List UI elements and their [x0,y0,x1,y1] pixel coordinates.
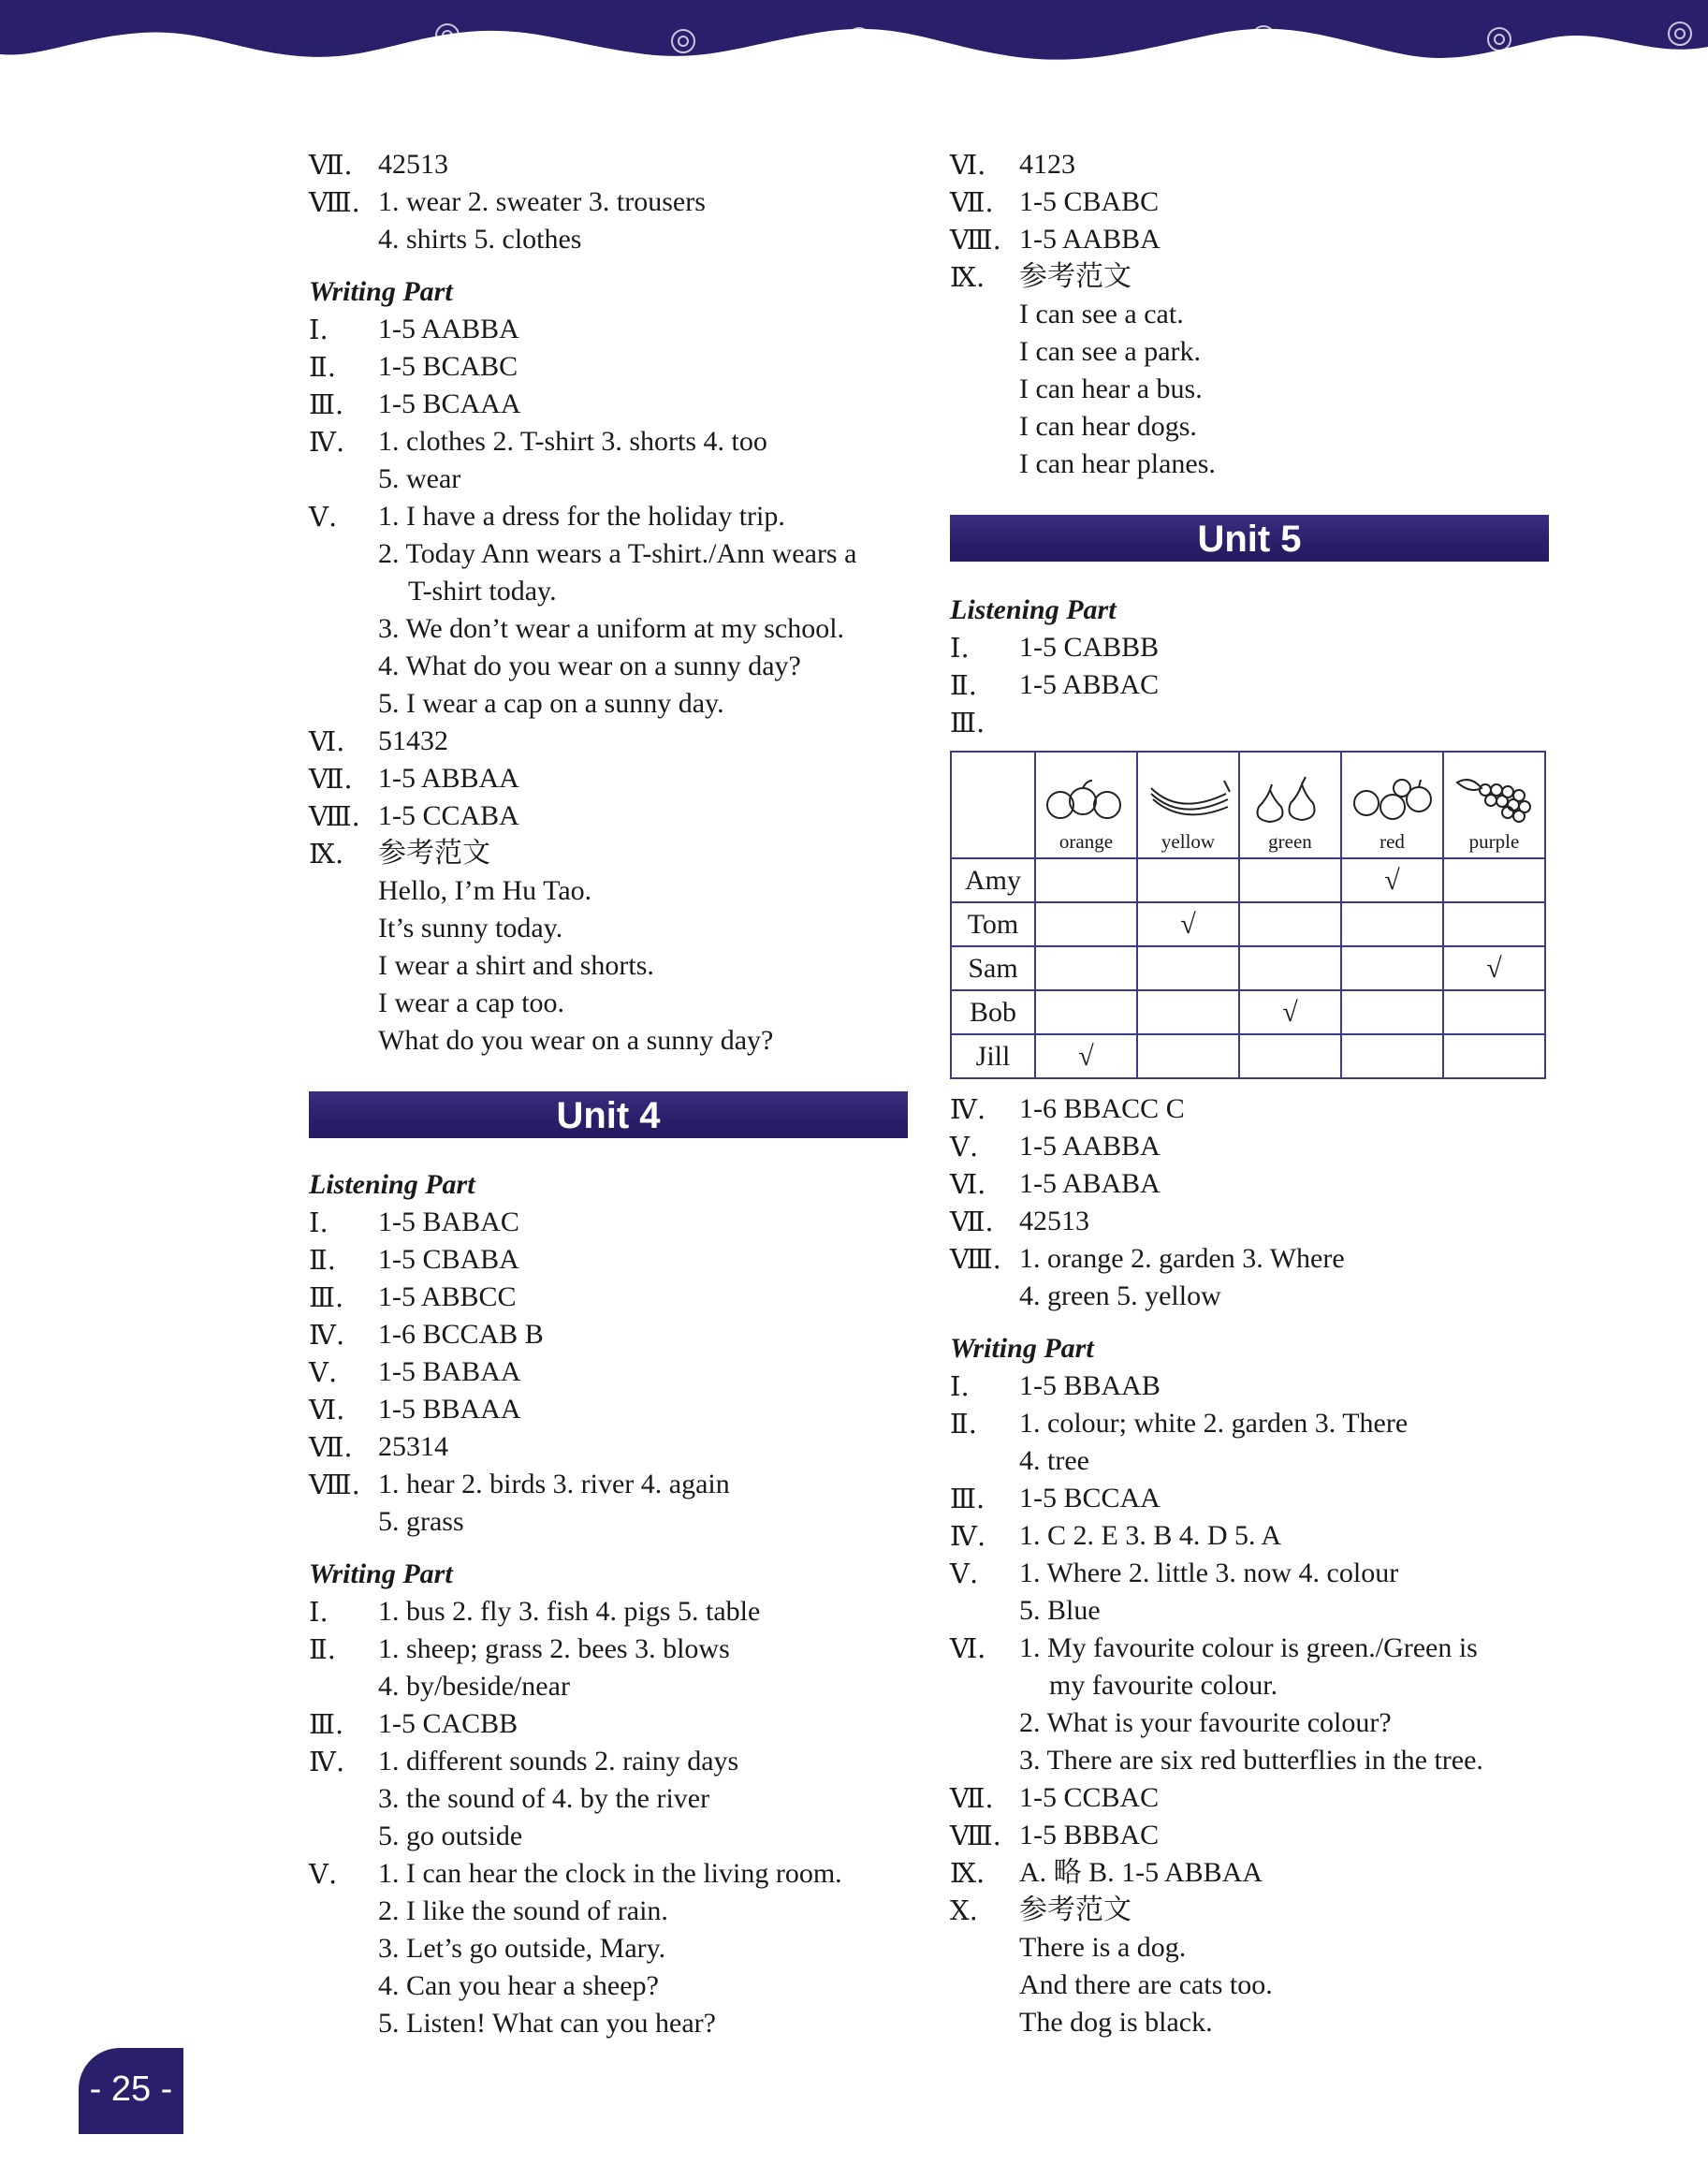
right-column [950,146,1549,2041]
item-number: Ⅰ. [309,1596,328,1628]
answer-text: I wear a shirt and shorts. [378,950,654,981]
answer-line [309,760,908,797]
item-number: Ⅲ. [950,707,985,739]
item-number: Ⅶ. [309,1431,353,1463]
answer-line [950,1892,1549,1929]
answer-text: I wear a cap too. [378,987,565,1018]
answer-text: 4. What do you wear on a sunny day? [378,651,801,681]
answer-text: 1-5 ABBAC [1019,669,1160,700]
column-label: red [1380,830,1405,853]
answer-text: 5. Blue [1019,1595,1101,1626]
answer-line [950,1967,1549,2004]
answer-line [309,573,908,610]
answer-text: 42513 [378,149,448,180]
pears-icon [1244,773,1337,824]
column-yellow [1137,752,1239,858]
left-top-answers [309,146,908,258]
apples-icon [1346,773,1439,824]
answer-line [950,1278,1549,1315]
answer-text: I can see a cat. [1019,299,1184,329]
answer-line [950,1442,1549,1480]
answer-text: 1. orange 2. garden 3. Where [1019,1243,1345,1274]
table-row [951,990,1545,1034]
answer-line [309,1353,908,1391]
answer-text: 1-5 BBAAA [378,1394,521,1425]
answer-line [309,1967,908,2005]
column-label: yellow [1161,830,1216,853]
item-number: Ⅵ. [309,725,345,757]
section-heading-listening: Listening Part [309,1169,475,1200]
bananas-icon [1142,773,1235,824]
column-purple [1443,752,1545,858]
item-number: Ⅰ. [309,1206,328,1238]
item-number: Ⅳ. [309,1746,345,1777]
item-number: Ⅲ. [309,1281,344,1313]
check-cell: √ [1137,902,1239,946]
answer-line [950,1367,1549,1405]
item-number: Ⅰ. [309,314,328,345]
answer-line [309,1893,908,1930]
answer-line [950,1090,1549,1128]
answer-line [309,947,908,985]
answer-text: 5. Listen! What can you hear? [378,2008,716,2039]
answer-text: It’s sunny today. [378,913,563,943]
check-cell [1137,1034,1239,1078]
answer-line [950,1203,1549,1240]
answer-line [309,723,908,760]
item-number: Ⅷ. [309,800,360,832]
column-red [1341,752,1443,858]
answer-text: 1. My favourite colour is green./Green is [1019,1632,1478,1663]
answer-text: 3. There are six red butterflies in the tree. [1019,1745,1483,1776]
item-number: Ⅹ. [950,1894,978,1926]
answer-text: 2. Today Ann wears a T-shirt./Ann wears a [378,538,857,569]
left-column [309,146,908,2042]
answer-line [309,1022,908,1060]
answer-text: 1-5 CCBAC [1019,1782,1160,1813]
listening-part-answers [309,1204,908,1541]
row-name: Tom [951,902,1035,946]
answer-text: I can hear a bus. [1019,373,1203,404]
item-number: Ⅴ. [950,1131,979,1163]
answer-line [309,685,908,723]
column-green [1239,752,1341,858]
row-name: Sam [951,946,1035,990]
check-cell: √ [1443,946,1545,990]
oranges-icon [1040,773,1133,824]
answer-line [950,1240,1549,1278]
answer-text: 1-5 CBABC [1019,186,1160,217]
writing-part-answers [309,311,908,1060]
section-heading-writing-u5: Writing Part [950,1333,1094,1364]
answer-line [950,333,1549,371]
answer-text: 3. the sound of 4. by the river [378,1783,710,1814]
item-number: Ⅶ. [950,1782,994,1814]
item-number: Ⅴ. [309,1356,338,1388]
answer-text: 51432 [378,725,448,756]
answer-text: 2. What is your favourite colour? [1019,1707,1392,1738]
answer-text: 4. by/beside/near [378,1671,570,1702]
unit-5-banner: Unit 5 [950,515,1549,562]
answer-text: 1-5 BBAAB [1019,1370,1161,1401]
check-cell [1035,990,1137,1034]
answer-line [309,535,908,573]
item-number: Ⅶ. [309,149,353,181]
item-number: Ⅴ. [309,1858,338,1890]
answer-line [309,146,908,183]
item-number: Ⅳ. [950,1093,986,1125]
answer-text: 4123 [1019,149,1075,180]
answer-line [950,629,1549,666]
answer-text: 4. green 5. yellow [1019,1280,1221,1311]
item-number: Ⅶ. [950,1206,994,1237]
column-orange [1035,752,1137,858]
answer-line [950,1592,1549,1630]
item-number: Ⅸ. [309,838,344,870]
item-number: Ⅱ. [950,1408,977,1440]
check-cell [1137,946,1239,990]
answer-line [309,1466,908,1503]
table-header-row [951,752,1545,858]
listening-part-u5-answers-b [950,1090,1549,1315]
answer-text: 1-5 CBABA [378,1244,519,1275]
answer-line [309,221,908,258]
item-number: Ⅷ. [950,1820,1001,1851]
answer-line [309,423,908,461]
answer-line [950,1854,1549,1892]
answer-line [309,1279,908,1316]
row-name: Amy [951,858,1035,902]
table-row [951,1034,1545,1078]
answer-line [309,1391,908,1428]
item-number: Ⅵ. [950,1168,986,1200]
item-number: Ⅸ. [950,1857,985,1889]
answer-line [950,1128,1549,1165]
item-number: Ⅷ. [309,186,360,218]
row-name: Jill [951,1034,1035,1078]
column-label: green [1268,830,1312,853]
writing-part-2-answers [309,1593,908,2042]
answer-line [950,1405,1549,1442]
check-cell [1239,858,1341,902]
column-label: purple [1468,830,1520,853]
unit-4-banner: Unit 4 [309,1091,908,1138]
answer-text: There is a dog. [1019,1932,1187,1963]
item-number: Ⅷ. [950,224,1001,256]
answer-text: 1-5 CCABA [378,800,519,831]
answer-text: 42513 [1019,1206,1089,1236]
answer-line [950,1817,1549,1854]
answer-line [950,296,1549,333]
check-cell [1341,990,1443,1034]
answer-line [950,666,1549,704]
item-number: Ⅳ. [950,1520,986,1552]
page-number: - 25 - [79,2048,183,2134]
answer-text: I can hear planes. [1019,448,1216,479]
answer-text: 2. I like the sound of rain. [378,1895,668,1926]
answer-text: 1-6 BCCAB B [378,1319,544,1350]
item-number: Ⅷ. [309,1469,360,1500]
check-cell [1239,946,1341,990]
item-number: Ⅵ. [950,149,986,181]
right-top-answers [950,146,1549,483]
answer-line [309,985,908,1022]
answer-text: 1. colour; white 2. garden 3. There [1019,1408,1409,1439]
writing-part-u5-answers [950,1367,1549,2041]
check-cell [1239,902,1341,946]
answer-line [309,1241,908,1279]
answer-line [950,1480,1549,1517]
answer-text: 1-5 BCABC [378,351,518,382]
answer-text: 1-5 BCCAA [1019,1483,1161,1514]
answer-line [309,1818,908,1855]
answer-line [309,1668,908,1705]
answer-text: The dog is black. [1019,2007,1213,2038]
answer-line [309,183,908,221]
answer-line [309,910,908,947]
answer-text: 1-5 BABAC [378,1206,519,1237]
answer-text: 1-5 AABBA [1019,224,1161,255]
answer-text: 1-5 BBBAC [1019,1820,1160,1850]
answer-text: 1-5 CABBB [1019,632,1160,663]
answer-text: 25314 [378,1431,448,1462]
answer-line [950,146,1549,183]
answer-text: 1. hear 2. birds 3. river 4. again [378,1469,730,1499]
answer-text: A. 略 B. 1-5 ABBAA [1019,1857,1263,1888]
answer-line [950,446,1549,483]
item-number: Ⅱ. [309,1633,336,1665]
answer-text: 1-5 ABBCC [378,1281,517,1312]
table-row [951,902,1545,946]
answer-line [950,1555,1549,1592]
check-cell [1035,902,1137,946]
answer-text: 5. grass [378,1506,464,1537]
answer-text: 4. Can you hear a sheep? [378,1970,659,2001]
answer-text: 5. wear [378,463,461,494]
item-number: Ⅶ. [950,186,994,218]
answer-line [950,1165,1549,1203]
check-cell: √ [1341,858,1443,902]
item-number: Ⅴ. [950,1557,979,1589]
answer-text: 4. shirts 5. clothes [378,224,582,255]
answer-line [950,1742,1549,1779]
item-number: Ⅸ. [950,261,985,293]
answer-line [309,648,908,685]
answer-line [309,1593,908,1631]
answer-text: 1. I can hear the clock in the living room. [378,1858,842,1889]
answer-text: 5. go outside [378,1821,523,1851]
answer-text: 1. wear 2. sweater 3. trousers [378,186,706,217]
answer-line [309,872,908,910]
item-number: Ⅲ. [309,1708,344,1740]
table-corner-cell [951,752,1035,858]
answer-text: 1. C 2. E 3. B 4. D 5. A [1019,1520,1282,1551]
item-number: Ⅷ. [950,1243,1001,1275]
check-cell [1443,990,1545,1034]
answer-line [309,1428,908,1466]
answer-line [309,461,908,498]
answer-text: 5. I wear a cap on a sunny day. [378,688,724,719]
item-number: Ⅶ. [309,763,353,795]
answer-text: T-shirt today. [408,576,557,607]
answer-text: 1-5 AABBA [1019,1131,1161,1162]
answer-line [309,797,908,835]
check-cell [1443,902,1545,946]
item-number: Ⅵ. [950,1632,986,1664]
answer-line [309,2005,908,2042]
answer-line [950,371,1549,408]
check-cell [1035,858,1137,902]
answer-text: 3. We don’t wear a uniform at my school. [378,613,845,644]
answer-text: And there are cats too. [1019,1969,1273,2000]
item-number: Ⅰ. [950,1370,970,1402]
answer-line [950,704,1549,741]
item-number: Ⅲ. [309,388,344,420]
answer-line [950,258,1549,296]
answer-line [309,1631,908,1668]
answer-line [950,1630,1549,1667]
answer-text: 1. bus 2. fly 3. fish 4. pigs 5. table [378,1596,761,1627]
check-cell [1137,990,1239,1034]
top-wave-decoration [0,0,1708,75]
check-cell: √ [1035,1034,1137,1078]
answer-text: I can hear dogs. [1019,411,1197,442]
check-cell [1341,1034,1443,1078]
answer-line [950,1779,1549,1817]
answer-text: What do you wear on a sunny day? [378,1025,774,1056]
item-number: Ⅳ. [309,1319,345,1351]
answer-text: 4. tree [1019,1445,1089,1476]
item-number: Ⅰ. [950,632,970,664]
answer-line [950,1667,1549,1704]
answer-line [309,311,908,348]
answer-text: 1-6 BBACC C [1019,1093,1185,1124]
answer-text: 参考范文 [1019,1894,1131,1925]
check-cell [1137,858,1239,902]
answer-text: 1. I have a dress for the holiday trip. [378,501,785,532]
answer-line [950,1517,1549,1555]
answer-text: 3. Let’s go outside, Mary. [378,1933,666,1964]
item-number: Ⅲ. [950,1483,985,1514]
answer-text: 1-5 ABBAA [378,763,519,794]
fruit-colour-table [950,751,1546,1079]
answer-text: 1-5 ABABA [1019,1168,1161,1199]
answer-line [309,1503,908,1541]
table-row [951,858,1545,902]
listening-part-u5-answers-a [950,629,1549,741]
column-label: orange [1058,830,1114,853]
answer-text: 1-5 AABBA [378,314,519,344]
answer-text: Hello, I’m Hu Tao. [378,875,592,906]
item-number: Ⅱ. [309,351,336,383]
section-heading-writing: Writing Part [309,276,453,307]
item-number: Ⅴ. [309,501,338,533]
answer-text: 1-5 BCAAA [378,388,521,419]
answer-text: 1. clothes 2. T-shirt 3. shorts 4. too [378,426,767,457]
section-heading-writing-2: Writing Part [309,1558,453,1589]
check-cell: √ [1239,990,1341,1034]
item-number: Ⅳ. [309,426,345,458]
answer-line [309,1930,908,1967]
answer-line [950,408,1549,446]
answer-text: 1-5 CACBB [378,1708,518,1739]
answer-line [950,2004,1549,2041]
section-heading-listening-u5: Listening Part [950,594,1117,625]
answer-line [309,348,908,386]
answer-line [950,1704,1549,1742]
item-number: Ⅱ. [950,669,977,701]
item-number: Ⅱ. [309,1244,336,1276]
answer-line [309,1855,908,1893]
item-number: Ⅵ. [309,1394,345,1426]
answer-text: 1-5 BABAA [378,1356,521,1387]
answer-line [309,1743,908,1780]
check-cell [1341,902,1443,946]
answer-text: I can see a park. [1019,336,1202,367]
check-cell [1035,946,1137,990]
answer-line [950,183,1549,221]
check-cell [1443,858,1545,902]
table-row [951,946,1545,990]
row-name: Bob [951,990,1035,1034]
answer-line [309,1705,908,1743]
answer-line [950,221,1549,258]
answer-line [950,1929,1549,1967]
answer-line [309,386,908,423]
check-cell [1239,1034,1341,1078]
answer-text: 参考范文 [378,838,490,869]
answer-line [309,1204,908,1241]
answer-text: 1. sheep; grass 2. bees 3. blows [378,1633,730,1664]
answer-line [309,1316,908,1353]
answer-text: 参考范文 [1019,261,1131,292]
answer-line [309,498,908,535]
check-cell [1341,946,1443,990]
answer-text: my favourite colour. [1049,1670,1278,1701]
grapes-icon [1448,773,1541,824]
answer-line [309,1780,908,1818]
answer-text: 1. different sounds 2. rainy days [378,1746,739,1777]
answer-line [309,835,908,872]
check-cell [1443,1034,1545,1078]
answer-text: 1. Where 2. little 3. now 4. colour [1019,1557,1399,1588]
answer-line [309,610,908,648]
